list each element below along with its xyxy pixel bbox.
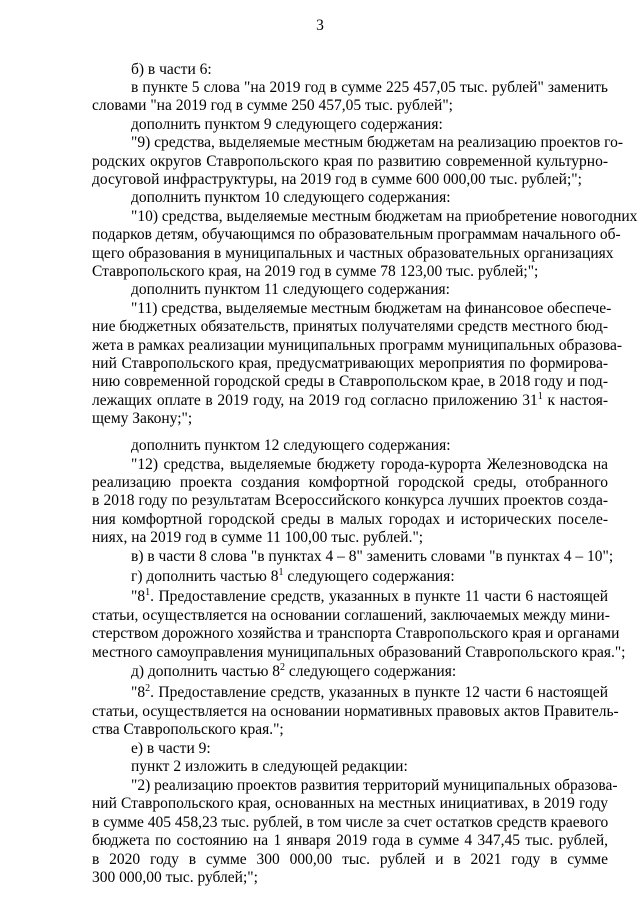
text-line: реализацию проекта создания комфортной городской среды, отобранного <box>92 474 608 491</box>
text-line: статьи, осуществляется на основании соглашений, заключаемых между мини- <box>92 607 610 624</box>
text-line: щему Закону;"; <box>92 410 193 427</box>
text-line: ний Ставропольского края, основанных на местных инициативах, в 2019 году <box>92 795 608 812</box>
text-line <box>131 588 608 607</box>
text-line: Ставропольского края, на 2019 год в сумме 78 123,00 тыс. рублей;"; <box>92 263 539 280</box>
text-fragment: г) дополнить частью 8 <box>131 568 279 585</box>
text-line: местного самоуправления муниципальных образований Ставропольского края."; <box>92 644 626 661</box>
text-line: досуговой инфраструктуры, на 2019 год в сумме 600 000,00 тыс. рублей;"; <box>92 171 582 188</box>
superscript: 1 <box>278 567 284 578</box>
text-line: "11) средства, выделяемые местным бюджетам на финансовое обеспече- <box>131 300 612 317</box>
page-number: 3 <box>316 17 324 34</box>
text-line: нию современной городской среды в Ставропольском крае, в 2018 году и под- <box>92 373 608 390</box>
superscript: 2 <box>280 662 286 673</box>
text-line: подарков детям, обучающимся по образовательным программам начального об- <box>92 226 621 243</box>
text-fragment: . Предоставление средств, указанных в пункте 12 части 6 настоящей <box>150 684 608 701</box>
text-line: словами "на 2019 год в сумме 250 457,05 тыс. рублей"; <box>92 97 453 114</box>
text-line: жета в рамках реализации муниципальных программ муниципальных образова- <box>92 337 623 354</box>
text-line <box>92 392 608 411</box>
text-line: ний Ставропольского края, предусматривающих мероприятия по формирова- <box>92 355 608 372</box>
text-line: бюджета по состоянию на 1 января 2019 года в сумме 4 347,45 тыс. рублей, <box>92 832 608 849</box>
text-fragment: к настоя- <box>542 392 608 409</box>
text-fragment: "8 <box>131 684 146 701</box>
text-fragment: лежащих оплате в 2019 году, на 2019 год согласно приложению 31 <box>92 392 538 409</box>
text-line: в 2018 году по результатам Всероссийского конкурса лучших проектов созда- <box>92 492 608 509</box>
text-line: ства Ставропольского края."; <box>92 721 284 738</box>
text-line: "10) средства, выделяемые местным бюджетам на приобретение новогодних <box>131 208 638 225</box>
text-line: "12) средства, выделяемые бюджету города-курорта Железноводска на <box>131 456 608 473</box>
text-line: ния комфортной городской среды в малых городах и исторических поселе- <box>92 511 608 528</box>
text-line: ние бюджетных обязательств, принятых получателями средств местного бюд- <box>92 318 608 335</box>
text-line: дополнить пунктом 9 следующего содержания: <box>131 116 443 133</box>
text-line: в) в части 8 слова "в пунктах 4 – 8" заменить словами "в пунктах 4 – 10"; <box>131 548 614 565</box>
text-line: дополнить пунктом 12 следующего содержания: <box>131 437 451 454</box>
text-line: пункт 2 изложить в следующей редакции: <box>131 758 408 775</box>
text-line: статьи, осуществляется на основании нормативных правовых актов Правитель- <box>92 703 619 720</box>
text-line: дополнить пунктом 11 следующего содержания: <box>131 281 450 298</box>
text-line: родских округов Ставропольского края по развитию современной культурно- <box>92 153 608 170</box>
text-line: "2) реализацию проектов развития территорий муниципальных образова- <box>131 777 618 794</box>
text-line: в сумме 405 458,23 тыс. рублей, в том числе за счет остатков средств краевого <box>92 814 609 831</box>
text-fragment: . Предоставление средств, указанных в пункте 11 части 6 настоящей <box>150 588 608 605</box>
text-line: щего образования в муниципальных и частных образовательных организациях <box>92 245 614 262</box>
superscript: 1 <box>145 587 151 598</box>
text-line: е) в части 9: <box>131 740 211 757</box>
text-fragment: следующего содержания: <box>285 663 457 680</box>
text-fragment: следующего содержания: <box>283 568 455 585</box>
text-line: дополнить пунктом 10 следующего содержания: <box>131 189 451 206</box>
text-line: в пункте 5 слова "на 2019 год в сумме 225 457,05 тыс. рублей" заменить <box>131 79 608 96</box>
text-line <box>131 663 608 682</box>
superscript: 2 <box>145 683 151 694</box>
text-line: стерством дорожного хозяйства и транспорта Ставропольского края и органами <box>92 625 620 642</box>
text-line: ниях, на 2019 год в сумме 11 100,00 тыс. рублей."; <box>92 529 424 546</box>
text-fragment: "8 <box>131 588 146 605</box>
text-line: в 2020 году в сумме 300 000,00 тыс. рублей и в 2021 году в сумме <box>92 851 608 868</box>
superscript: 1 <box>537 391 543 402</box>
text-line <box>131 568 608 587</box>
text-fragment: д) дополнить частью 8 <box>131 663 281 680</box>
text-line: б) в части 6: <box>131 61 212 78</box>
text-line: 300 000,00 тыс. рублей;"; <box>92 869 258 886</box>
text-line <box>131 684 608 703</box>
text-line: "9) средства, выделяемые местным бюджетам на реализацию проектов го- <box>131 134 624 151</box>
